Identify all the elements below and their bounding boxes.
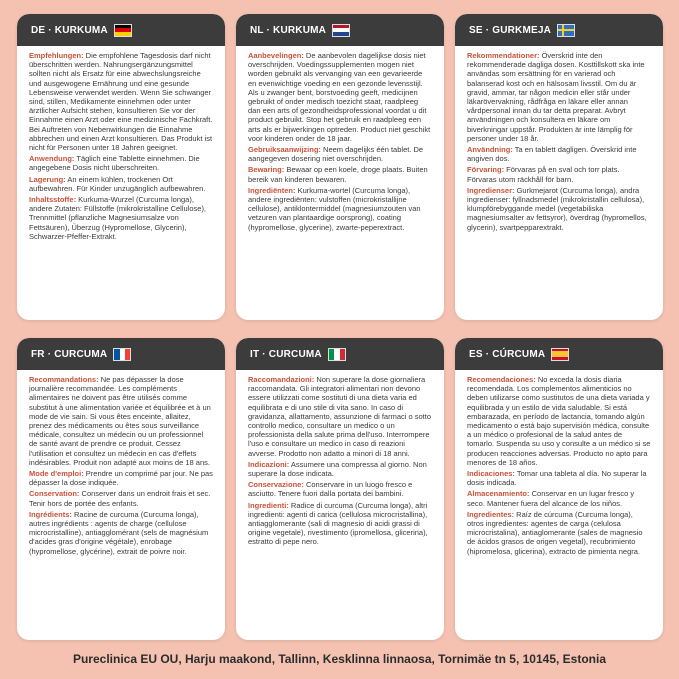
- card-title-fr: FR · CURCUMA: [31, 348, 108, 360]
- card-header-nl: [236, 14, 444, 46]
- section-ingredients-es: [467, 510, 651, 556]
- section-label: Ingredienser:: [467, 185, 515, 195]
- section-ingredients-se: [467, 186, 651, 232]
- section-text: Prendre un comprimé par jour. Ne pas dépasser la dose indiquée.: [29, 469, 213, 488]
- section-text: Förvaras på en sval och torr plats. Förvaras utom räckhåll för barn.: [467, 165, 620, 184]
- section-recommendations-se: [467, 51, 651, 143]
- section-text: Conservare in un luogo fresco e asciutto. Tenere fuori dalla portata dei bambini.: [248, 480, 413, 499]
- germany-flag-icon: [114, 24, 132, 37]
- card-nl: [236, 14, 444, 320]
- section-text: Bewaar op een koele, droge plaats. Buiten bereik van kinderen bewaren.: [248, 165, 428, 184]
- section-label: Recommandations:: [29, 375, 99, 384]
- card-header-it: [236, 338, 444, 370]
- section-ingredients-it: [248, 501, 432, 547]
- section-label: Conservazione:: [248, 480, 304, 490]
- card-se: [455, 14, 663, 320]
- section-recommendations-it: [248, 375, 432, 458]
- section-storage-se: [467, 165, 651, 183]
- section-text: Radice di curcuma (Curcuma longa), altri ingredienti: agenti di carica (cellulosa microcristallina), antiagglomerante (sali di magnesio di acidi grassi di origine vegetale), rivestimento (ipromellosa, glicerina), estratto di pepe nero.: [248, 500, 428, 547]
- section-text: Kurkuma-wortel (Curcuma longa), andere ingrediënten: vulstoffen (microkristallijne cellulose), antiklontermiddel (magnesiumzouten van vetzuren van plantaardige oorsprong), coating (hypromellose, glycerine), zwarte-peperextract.: [248, 185, 421, 232]
- italy-flag-icon: [328, 348, 346, 361]
- section-label: Ingredienti:: [248, 500, 289, 510]
- section-label: Ingredientes:: [467, 509, 515, 519]
- section-text: Neem dagelijks één tablet. De aangegeven dosering niet overschrijden.: [248, 145, 424, 164]
- section-label: Bewaring:: [248, 165, 285, 175]
- card-body-de: [17, 46, 225, 241]
- section-storage-nl: [248, 165, 432, 183]
- card-fr: [17, 338, 225, 640]
- card-title-se: SE · GURKMEJA: [469, 24, 552, 36]
- section-label: Empfehlungen:: [29, 51, 84, 60]
- card-title-es: ES · CÚRCUMA: [469, 348, 546, 360]
- section-usage-nl: [248, 145, 432, 163]
- section-usage-fr: [29, 469, 213, 487]
- section-usage-de: [29, 154, 213, 172]
- card-header-fr: [17, 338, 225, 370]
- card-body-it: [236, 370, 444, 547]
- section-text: Racine de curcuma (Curcuma longa), autres ingrédients : agents de charge (cellulose microcristalline), antiagglomérant (sels de magnésium d'acides gras d'origine végétale), enrobage (hypromellose, glycérine), extrait de poivre noir.: [29, 509, 209, 556]
- section-text: Conservar en un lugar fresco y seco. Mantener fuera del alcance de los niños.: [467, 489, 635, 508]
- section-label: Ingrediënten:: [248, 185, 296, 195]
- section-usage-es: [467, 469, 651, 487]
- sweden-flag-icon: [557, 24, 575, 37]
- company-address-footer: Pureclinica EU OU, Harju maakond, Tallinn, Kesklinna linnaosa, Tornimäe tn 5, 10145, Estonia: [72, 652, 607, 666]
- section-text: Täglich eine Tablette einnehmen. Die angegebene Dosis nicht überschreiten.: [29, 154, 200, 173]
- section-text: An einem kühlen, trockenen Ort aufbewahren. Für Kinder unzugänglich aufbewahren.: [29, 174, 206, 193]
- card-header-de: [17, 14, 225, 46]
- section-text: Raíz de cúrcuma (Curcuma longa), otros ingredientes: agentes de carga (celulosa microcristalina), antiaglomerante (sales de magnesio de ácidos grasos de origen vegetal), recubrimiento (hipromelosa, glicerina), extracto de pimienta negra.: [467, 509, 643, 556]
- section-text: Gurkmejarot (Curcuma longa), andra ingredienser: fyllnadsmedel (mikrokristallin cellulosa), klumpförebyggande medel (vegetabiliska magnesiumsalter av fettsyror), överdrag (hypromellos, glycerin), svartpepparextrakt.: [467, 185, 647, 232]
- france-flag-icon: [113, 348, 131, 361]
- section-label: Gebruiksaanwijzing:: [248, 145, 321, 155]
- section-text: Conserver dans un endroit frais et sec. Tenir hors de portée des enfants.: [29, 489, 211, 508]
- section-ingredients-de: [29, 195, 213, 241]
- card-body-es: [455, 370, 663, 556]
- card-es: [455, 338, 663, 640]
- section-storage-de: [29, 175, 213, 193]
- card-title-de: DE · KURKUMA: [31, 24, 108, 36]
- section-label: Ingrédients:: [29, 509, 72, 519]
- section-label: Mode d'emploi:: [29, 469, 84, 479]
- section-text: Die empfohlene Tagesdosis darf nicht überschritten werden. Nahrungsergänzungsmittel sollten nicht als Ersatz für eine abwechslungsreiche und ausgewogene Ernährung und eine gesunde Lebensweise verwendet werden. Wenn Sie schwanger sind, stillen, Medikamente einnehmen oder unter ärztlicher Aufsicht stehen, konsultieren Sie vor der Einnahme einen Arzt oder eine medizinische Fachkraft. Bei Auftreten von Nebenwirkungen die Einnahme abbrechen und einen Arzt konsultieren. Das Produkt ist nicht für Personen unter 18 Jahren geeignet.: [29, 51, 213, 153]
- section-recommendations-es: [467, 375, 651, 467]
- section-text: Ta en tablett dagligen. Överskrid inte angiven dos.: [467, 145, 637, 164]
- section-label: Förvaring:: [467, 165, 505, 175]
- section-storage-es: [467, 489, 651, 507]
- section-label: Inhaltsstoffe:: [29, 195, 77, 205]
- card-it: [236, 338, 444, 640]
- section-label: Rekommendationer:: [467, 51, 540, 60]
- section-label: Recomendaciones:: [467, 375, 536, 384]
- section-recommendations-nl: [248, 51, 432, 143]
- section-recommendations-de: [29, 51, 213, 152]
- section-label: Aanbevelingen:: [248, 51, 304, 60]
- card-body-nl: [236, 46, 444, 232]
- section-text: No exceda la dosis diaria recomendada. Los complementos alimenticios no deben utilizarse como sustitutos de una dieta variada y equilibrada y un estilo de vida saludable. Si está embarazada, en período de lactancia, tomando algún medicamento o está bajo supervisión médica, consulte a un médico o profesional de la salud antes de tomarlo. Suspenda su uso y consulte a un médico si se producen reacciones adversas. Producto no apto para menores de 18 años.: [467, 375, 651, 467]
- section-text: Assumere una compressa al giorno. Non superare la dose indicata.: [248, 459, 427, 479]
- section-label: Anwendung:: [29, 154, 75, 164]
- section-text: Kurkuma-Wurzel (Curcuma longa), andere Zutaten: Füllstoffe (mikrokristalline Cellulose), Trennmittel (pflanzliche Magnesiumsalze von Fettsäuren), Überzug (Hypromellose, Glycerin), Schwarzer-Pfeffer-Extrakt.: [29, 195, 207, 241]
- section-label: Lagerung:: [29, 174, 66, 184]
- section-recommendations-fr: [29, 375, 213, 467]
- card-title-it: IT · CURCUMA: [250, 348, 322, 360]
- section-label: Indicaciones:: [467, 469, 515, 479]
- section-storage-it: [248, 480, 432, 498]
- card-title-nl: NL · KURKUMA: [250, 24, 327, 36]
- section-storage-fr: [29, 489, 213, 507]
- section-ingredients-nl: [248, 186, 432, 232]
- card-body-fr: [17, 370, 225, 556]
- section-text: Överskrid inte den rekommenderade dagliga dosen. Kosttillskott ska inte användas som ersättning för en varierad och balanserad kost och en hälsosam livsstil. Om du är gravid, ammar, tar någon medicin eller står under läkarövervakning, rådfråga en läkare eller annan vårdpersonal innan du tar detta preparat. Avbryt användningen och konsultera en läkare om biverkningar uppstår. Produkten är inte lämplig för personer under 18 år.: [467, 51, 645, 143]
- card-body-se: [455, 46, 663, 232]
- netherlands-flag-icon: [332, 24, 350, 37]
- section-text: Non superare la dose giornaliera raccomandata. Gli integratori alimentari non devono essere utilizzati come sostituti di una dieta varia ed equilibrata e di uno stile di vita sano. In caso di gravidanza, allattamento, assunzione di farmaci o sotto controllo medico, consultare un medico o un professionista della salute prima dell'uso. Interrompere l'uso e consultare un medico in caso di reazioni avverse. Prodotto non adatto a minori di 18 anni.: [248, 375, 432, 458]
- card-header-es: [455, 338, 663, 370]
- section-label: Raccomandazioni:: [248, 375, 315, 384]
- section-usage-it: [248, 460, 432, 478]
- section-label: Indicazioni:: [248, 459, 290, 469]
- spain-flag-icon: [551, 348, 569, 361]
- section-text: De aanbevolen dagelijkse dosis niet overschrijden. Voedingssupplementen mogen niet worden gebruikt als vervanging van een gevarieerde en evenwichtige voeding en een gezonde levensstijl. Als u zwanger bent, borstvoeding geeft, medicijnen gebruikt of onder medisch toezicht staat, raadpleeg dan een arts of gezondheidsprofessional voordat u dit product gebruikt. Stop het gebruik en raadpleeg een arts als er bijwerkingen optreden. Product niet geschikt voor kinderen onder de 18 jaar.: [248, 51, 431, 143]
- card-header-se: [455, 14, 663, 46]
- section-label: Användning:: [467, 145, 513, 155]
- section-ingredients-fr: [29, 510, 213, 556]
- card-de: [17, 14, 225, 320]
- section-text: Tomar una tableta al día. No superar la dosis indicada.: [467, 469, 647, 488]
- section-text: Ne pas dépasser la dose journalière recommandée. Les compléments alimentaires ne doivent pas être utilisés comme substitut à une alimentation variée et équilibrée et à un mode de vie sain. Si vous êtes enceinte, allaitez, prenez des médicaments ou êtes sous surveillance médicale, consultez un médecin ou un professionnel de santé avant de prendre ce produit. Cessez l'utilisation et consultez un médecin en cas d'effets indésirables. Produit non adapté aux moins de 18 ans.: [29, 375, 211, 467]
- section-label: Conservation:: [29, 489, 80, 499]
- section-usage-se: [467, 145, 651, 163]
- section-label: Almacenamiento:: [467, 489, 530, 499]
